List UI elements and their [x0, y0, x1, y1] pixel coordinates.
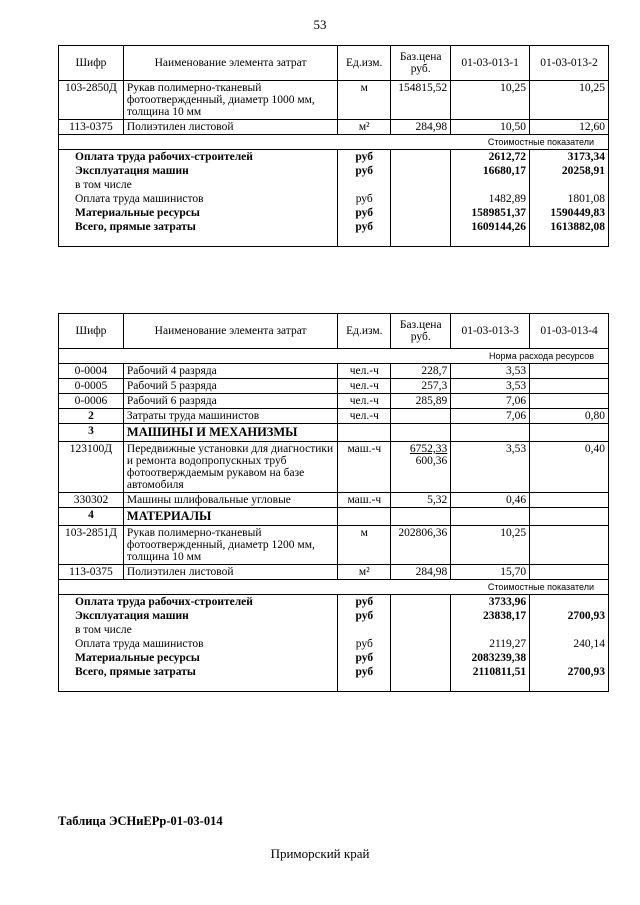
cell-unit: маш.-ч [338, 442, 391, 493]
cell-name: Рукав полимерно-тканевый фотоотвержденный, диаметр 1000 мм, толщина 10 мм [123, 81, 337, 120]
cell-value: 10,25 [451, 526, 530, 565]
table-title: Таблица ЭСНиЕРр-01-03-014 [58, 814, 223, 828]
summary-label: Материальные ресурсы [59, 651, 338, 665]
summary-row [59, 651, 609, 665]
cell-name: Рабочий 5 разряда [123, 379, 337, 394]
summary-label: Материальные ресурсы [59, 206, 338, 220]
header-code-4: 01-03-013-4 [530, 314, 609, 349]
summary-label: Оплата труда машинистов [59, 192, 338, 206]
cell-price: 228,7 [391, 364, 451, 379]
cell-unit: маш.-ч [338, 493, 391, 508]
cell-name: Передвижные установки для диагностики и ремонта водопропускных труб фотоотверждаемым рукавом на базе автомобиля [123, 442, 337, 493]
cell-code: 0-0004 [59, 364, 124, 379]
cell-value: 3,53 [451, 364, 530, 379]
summary-value: 2083239,38 [451, 651, 530, 665]
header-unit: Ед.изм. [338, 314, 391, 349]
table-row [59, 409, 609, 424]
section-row [59, 580, 609, 595]
summary-value: 2119,27 [451, 637, 530, 651]
summary-unit: руб [338, 220, 391, 247]
table-header-row [59, 46, 609, 81]
header-base-price: Баз.цена руб. [391, 314, 451, 349]
table-header-row [59, 314, 609, 349]
cell-value: 15,70 [451, 565, 530, 580]
summary-value: 2700,93 [530, 665, 609, 692]
table-row [59, 565, 609, 580]
cell-price: 154815,52 [391, 81, 451, 120]
summary-value: 3733,96 [451, 595, 530, 610]
summary-unit: руб [338, 665, 391, 692]
cell-value: 10,25 [530, 81, 609, 120]
section-label: Стоимостные показатели [59, 135, 609, 150]
cell-value: 7,06 [451, 394, 530, 409]
summary-unit: руб [338, 637, 391, 651]
summary-row [59, 192, 609, 206]
cell-price: 257,3 [391, 379, 451, 394]
cell-price [391, 409, 451, 424]
cell-value [530, 364, 609, 379]
summary-unit: руб [338, 164, 391, 178]
table-row [59, 508, 609, 526]
table-row [59, 394, 609, 409]
summary-row [59, 178, 609, 192]
cost-table-2 [58, 313, 609, 692]
cell-code: 113-0375 [59, 565, 124, 580]
cell-name: Рукав полимерно-тканевый фотоотвержденный, диаметр 1200 мм, толщина 10 мм [123, 526, 337, 565]
summary-row [59, 150, 609, 165]
cell-value: 3,53 [451, 442, 530, 493]
cell-value: 0,80 [530, 409, 609, 424]
cell-code: 4 [59, 508, 124, 526]
summary-label: Оплата труда рабочих-строителей [59, 595, 338, 610]
cell-unit: чел.-ч [338, 394, 391, 409]
summary-value: 3173,34 [530, 150, 609, 165]
price-extra-value: 600,36 [415, 455, 448, 467]
summary-row [59, 164, 609, 178]
cell-name: МАТЕРИАЛЫ [123, 508, 337, 526]
cell-name: Затраты труда машинистов [123, 409, 337, 424]
table-row [59, 493, 609, 508]
page-number: 53 [313, 17, 327, 32]
table-row [59, 364, 609, 379]
table-row [59, 424, 609, 442]
header-code-2: 01-03-013-2 [530, 46, 609, 81]
norm-row [59, 349, 609, 364]
summary-unit: руб [338, 192, 391, 206]
cell-unit: чел.-ч [338, 409, 391, 424]
summary-value [530, 595, 609, 610]
summary-value: 20258,91 [530, 164, 609, 178]
summary-row [59, 637, 609, 651]
cell-unit: м² [338, 120, 391, 135]
header-unit: Ед.изм. [338, 46, 391, 81]
header-code: Шифр [59, 46, 124, 81]
cell-name: Полиэтилен листовой [123, 565, 337, 580]
cell-value: 12,60 [530, 120, 609, 135]
summary-label: в том числе [59, 623, 338, 637]
summary-label: Эксплуатация машин [59, 609, 338, 623]
cell-unit: м [338, 526, 391, 565]
cell-price: 284,98 [391, 120, 451, 135]
cell-code: 2 [59, 409, 124, 424]
cell-unit: чел.-ч [338, 379, 391, 394]
header-name: Наименование элемента затрат [123, 46, 337, 81]
summary-label: Оплата труда машинистов [59, 637, 338, 651]
table-row [59, 526, 609, 565]
summary-value: 1613882,08 [530, 220, 609, 247]
header-base-price: Баз.цена руб. [391, 46, 451, 81]
price-value: 6752,33 [409, 443, 448, 455]
summary-unit: руб [338, 609, 391, 623]
cell-value: 10,25 [451, 81, 530, 120]
section-label: Стоимостные показатели [59, 580, 609, 595]
summary-row [59, 220, 609, 247]
cell-unit: м² [338, 565, 391, 580]
summary-label: Всего, прямые затраты [59, 665, 338, 692]
cell-price: 202806,36 [391, 526, 451, 565]
cell-name: Машины шлифовальные угловые [123, 493, 337, 508]
cell-name: Полиэтилен листовой [123, 120, 337, 135]
cell-value: 7,06 [451, 409, 530, 424]
summary-unit: руб [338, 595, 391, 610]
table-row [59, 120, 609, 135]
summary-value: 1589851,37 [451, 206, 530, 220]
summary-value: 240,14 [530, 637, 609, 651]
cell-unit: м [338, 81, 391, 120]
cell-name: Рабочий 4 разряда [123, 364, 337, 379]
header-code-3: 01-03-013-3 [451, 314, 530, 349]
cell-code: 113-0375 [59, 120, 124, 135]
summary-value: 2110811,51 [451, 665, 530, 692]
summary-unit: руб [338, 150, 391, 165]
summary-value: 2612,72 [451, 150, 530, 165]
header-code: Шифр [59, 314, 124, 349]
summary-label: Оплата труда рабочих-строителей [59, 150, 338, 165]
summary-row [59, 595, 609, 610]
table-row [59, 379, 609, 394]
cell-name: МАШИНЫ И МЕХАНИЗМЫ [123, 424, 337, 442]
cell-unit: чел.-ч [338, 364, 391, 379]
summary-value: 1482,89 [451, 192, 530, 206]
summary-unit: руб [338, 651, 391, 665]
summary-row [59, 206, 609, 220]
summary-label: Эксплуатация машин [59, 164, 338, 178]
cell-price [391, 442, 451, 493]
cell-value: 3,53 [451, 379, 530, 394]
cell-value: 0,46 [451, 493, 530, 508]
cell-value: 0,40 [530, 442, 609, 493]
cell-code: 3 [59, 424, 124, 442]
summary-value: 1609144,26 [451, 220, 530, 247]
cell-code: 123100Д [59, 442, 124, 493]
cell-name: Рабочий 6 разряда [123, 394, 337, 409]
summary-row [59, 665, 609, 692]
header-code-1: 01-03-013-1 [451, 46, 530, 81]
cell-price: 5,32 [391, 493, 451, 508]
summary-value: 16680,17 [451, 164, 530, 178]
section-row [59, 135, 609, 150]
cell-price: 285,89 [391, 394, 451, 409]
summary-value: 23838,17 [451, 609, 530, 623]
cost-table-1 [58, 45, 609, 247]
table-row [59, 442, 609, 493]
summary-value: 1801,08 [530, 192, 609, 206]
footer-region: Приморский край [270, 846, 370, 861]
summary-unit: руб [338, 206, 391, 220]
cell-value [530, 394, 609, 409]
cell-code: 103-2850Д [59, 81, 124, 120]
cell-code: 103-2851Д [59, 526, 124, 565]
summary-label: Всего, прямые затраты [59, 220, 338, 247]
summary-value: 2700,93 [530, 609, 609, 623]
summary-value: 1590449,83 [530, 206, 609, 220]
summary-label: в том числе [59, 178, 338, 192]
cell-code: 330302 [59, 493, 124, 508]
table-row [59, 81, 609, 120]
summary-row [59, 623, 609, 637]
cell-code: 0-0006 [59, 394, 124, 409]
cell-code: 0-0005 [59, 379, 124, 394]
cell-value [530, 526, 609, 565]
cell-value [530, 565, 609, 580]
cell-value [530, 493, 609, 508]
cell-value: 10,50 [451, 120, 530, 135]
norm-label: Норма расхода ресурсов [59, 349, 609, 364]
header-name: Наименование элемента затрат [123, 314, 337, 349]
cell-value [530, 379, 609, 394]
summary-row [59, 609, 609, 623]
cell-price: 284,98 [391, 565, 451, 580]
summary-value [530, 651, 609, 665]
